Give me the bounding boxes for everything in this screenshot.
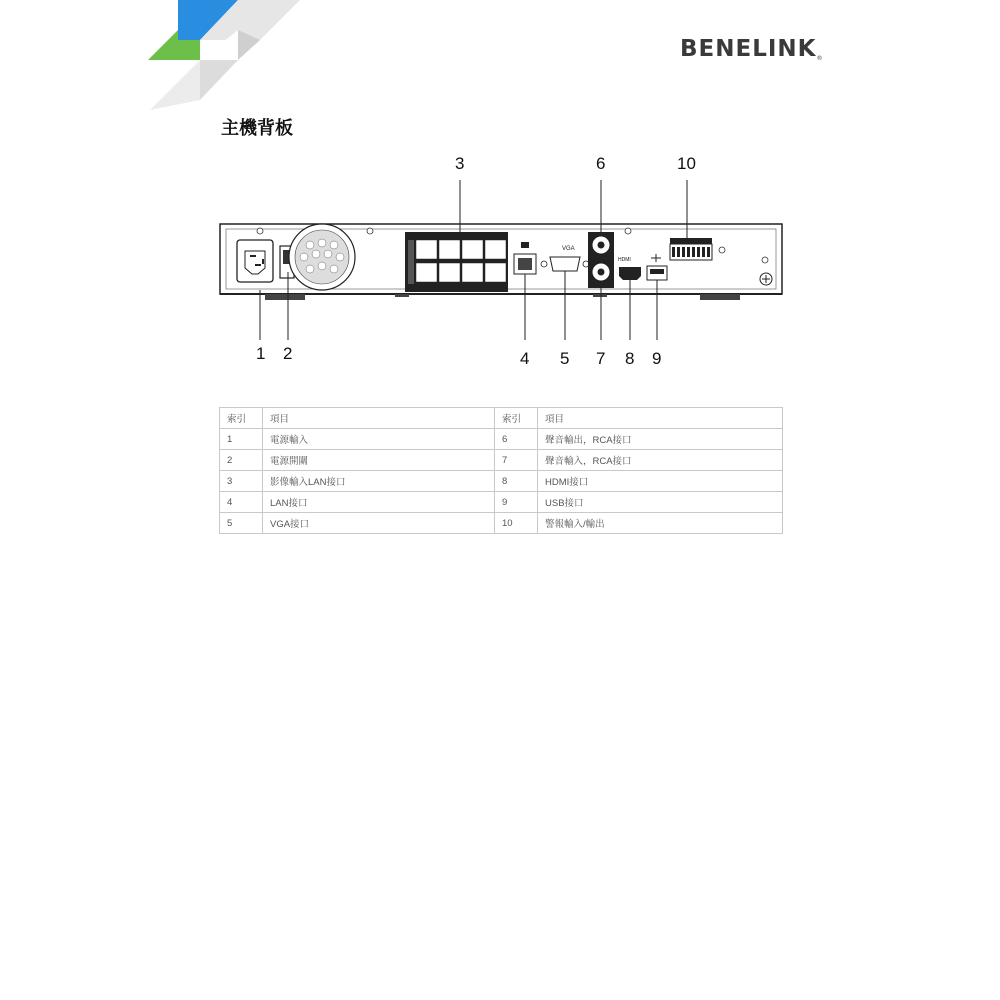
- rear-panel-diagram: [200, 150, 800, 380]
- table-row: [220, 450, 783, 471]
- row-item: 影像輸入LAN接口: [263, 471, 495, 492]
- callout-9: 9: [652, 349, 662, 368]
- row-item: 聲音輸出，RCA接口: [538, 429, 783, 450]
- row-index: 9: [495, 492, 538, 513]
- callout-1: 1: [256, 344, 266, 363]
- row-item: 電源開關: [263, 450, 495, 471]
- brand-logo: [680, 36, 824, 62]
- table-row: [220, 492, 783, 513]
- row-item: USB接口: [538, 492, 783, 513]
- callout-3: 3: [455, 154, 465, 173]
- table-row: [220, 471, 783, 492]
- row-index: 6: [495, 429, 538, 450]
- corner-logo: [140, 0, 300, 115]
- row-index: 10: [495, 513, 538, 534]
- row-item: LAN接口: [263, 492, 495, 513]
- fan-grille-icon: [289, 224, 355, 290]
- section-title: 主機背板: [221, 118, 293, 139]
- row-index: 8: [495, 471, 538, 492]
- row-index: 2: [220, 450, 263, 471]
- table-row: [220, 429, 783, 450]
- row-index: 3: [220, 471, 263, 492]
- table-header-row: [220, 408, 783, 429]
- callout-10: 10: [677, 154, 696, 173]
- poe-lan-ports-icon: [405, 232, 508, 292]
- row-item: HDMI接口: [538, 471, 783, 492]
- rear-panel-table: [219, 407, 783, 534]
- callout-2: 2: [283, 344, 293, 363]
- callout-8: 8: [625, 349, 635, 368]
- callout-7: 7: [596, 349, 606, 368]
- header-item: 項目: [263, 408, 495, 429]
- row-index: 5: [220, 513, 263, 534]
- alarm-terminal-icon: [670, 238, 712, 260]
- row-index: 4: [220, 492, 263, 513]
- row-item: 聲音輸入，RCA接口: [538, 450, 783, 471]
- row-index: 1: [220, 429, 263, 450]
- power-inlet-icon: [237, 240, 273, 282]
- hdmi-label: HDMI: [618, 257, 631, 263]
- row-item: VGA接口: [263, 513, 495, 534]
- brand-name: BENELINK: [680, 36, 817, 62]
- vga-label: VGA: [562, 246, 575, 252]
- callout-6: 6: [596, 154, 606, 173]
- header-index: 索引: [220, 408, 263, 429]
- callout-5: 5: [560, 349, 570, 368]
- ground-screw-icon: [760, 273, 772, 285]
- row-index: 7: [495, 450, 538, 471]
- table-row: [220, 513, 783, 534]
- rca-audio-ports-icon: [588, 232, 614, 288]
- callout-4: 4: [520, 349, 530, 368]
- header-index-2: 索引: [495, 408, 538, 429]
- header-item-2: 項目: [538, 408, 783, 429]
- row-item: 警報輸入/輸出: [538, 513, 783, 534]
- brand-registered-mark: ®: [816, 55, 824, 62]
- foot-right: [700, 294, 740, 300]
- row-item: 電源輸入: [263, 429, 495, 450]
- foot-left: [265, 294, 305, 300]
